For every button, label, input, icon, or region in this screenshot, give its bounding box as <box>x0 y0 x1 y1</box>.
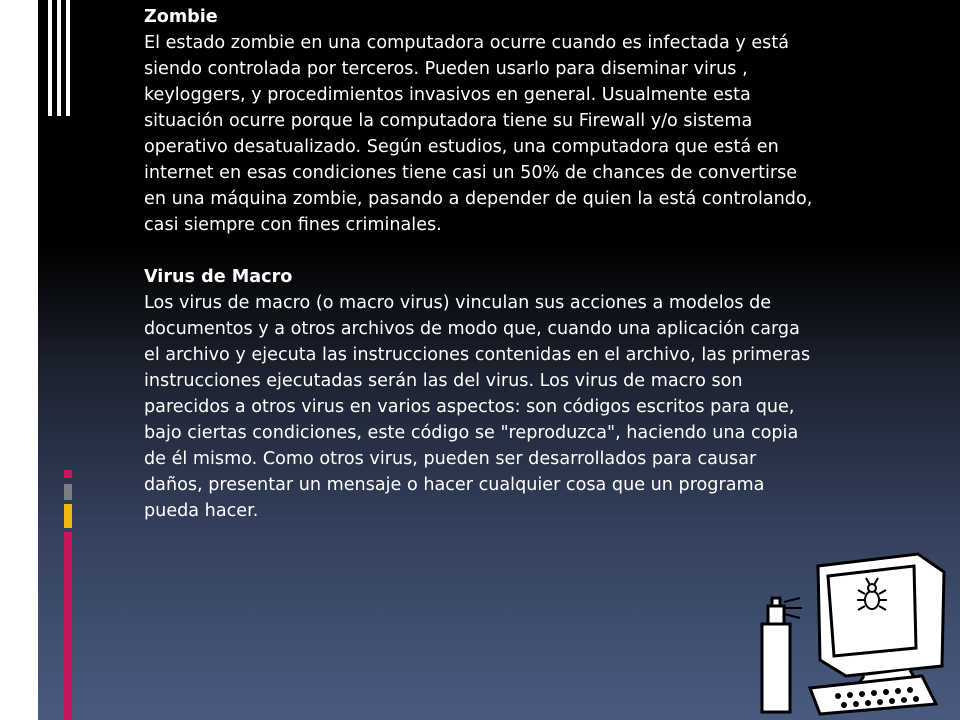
stripe <box>66 0 70 116</box>
accent-segment <box>64 504 72 528</box>
decorative-stripes-top <box>48 0 72 116</box>
section-body-macro-virus: Los virus de macro (o macro virus) vinculan sus acciones a modelos de documentos y a otros archivos de modo que, cuando una aplicación carga el archivo y ejecuta las instrucciones contenidas en el archivo, las primeras instrucciones ejecutadas serán las del virus. Los virus de macro son parecidos a otros virus en varios aspectos: son códigos escritos para que, bajo ciertas condiciones, este código se "reproduzca", haciendo una copia de él mismo. Como otros virus, pueden ser desarrollados para causar daños, presentar un mensaje o hacer cualquier cosa que un programa pueda hacer. <box>144 293 811 521</box>
left-margin-strip <box>0 0 38 720</box>
section-heading-macro-virus: Virus de Macro <box>144 267 293 287</box>
decorative-stripes-side <box>64 470 76 720</box>
stripe <box>57 0 61 116</box>
section-heading-zombie: Zombie <box>144 7 218 27</box>
stripe <box>48 0 52 116</box>
computer-bug-clipart <box>754 548 950 716</box>
accent-segment <box>64 532 72 720</box>
accent-segment <box>64 470 72 478</box>
accent-segment <box>64 484 72 500</box>
slide-content <box>144 4 820 524</box>
spray-can-icon <box>762 598 802 712</box>
paragraph-gap <box>144 238 820 264</box>
section-body-zombie: El estado zombie en una computadora ocurre cuando es infectada y está siendo controlada por terceros. Pueden usarlo para diseminar virus , keyloggers, y procedimientos invasivos en general. Usualmente esta situación ocurre porque la computadora tiene su Firewall y/o sistema operativo desatualizado. Según estudios, una computadora que está en internet en esas condiciones tiene casi un 50% de chances de convertirse en una máquina zombie, pasando a depender de quien la está controlando, casi siempre con fines criminales. <box>144 33 813 235</box>
